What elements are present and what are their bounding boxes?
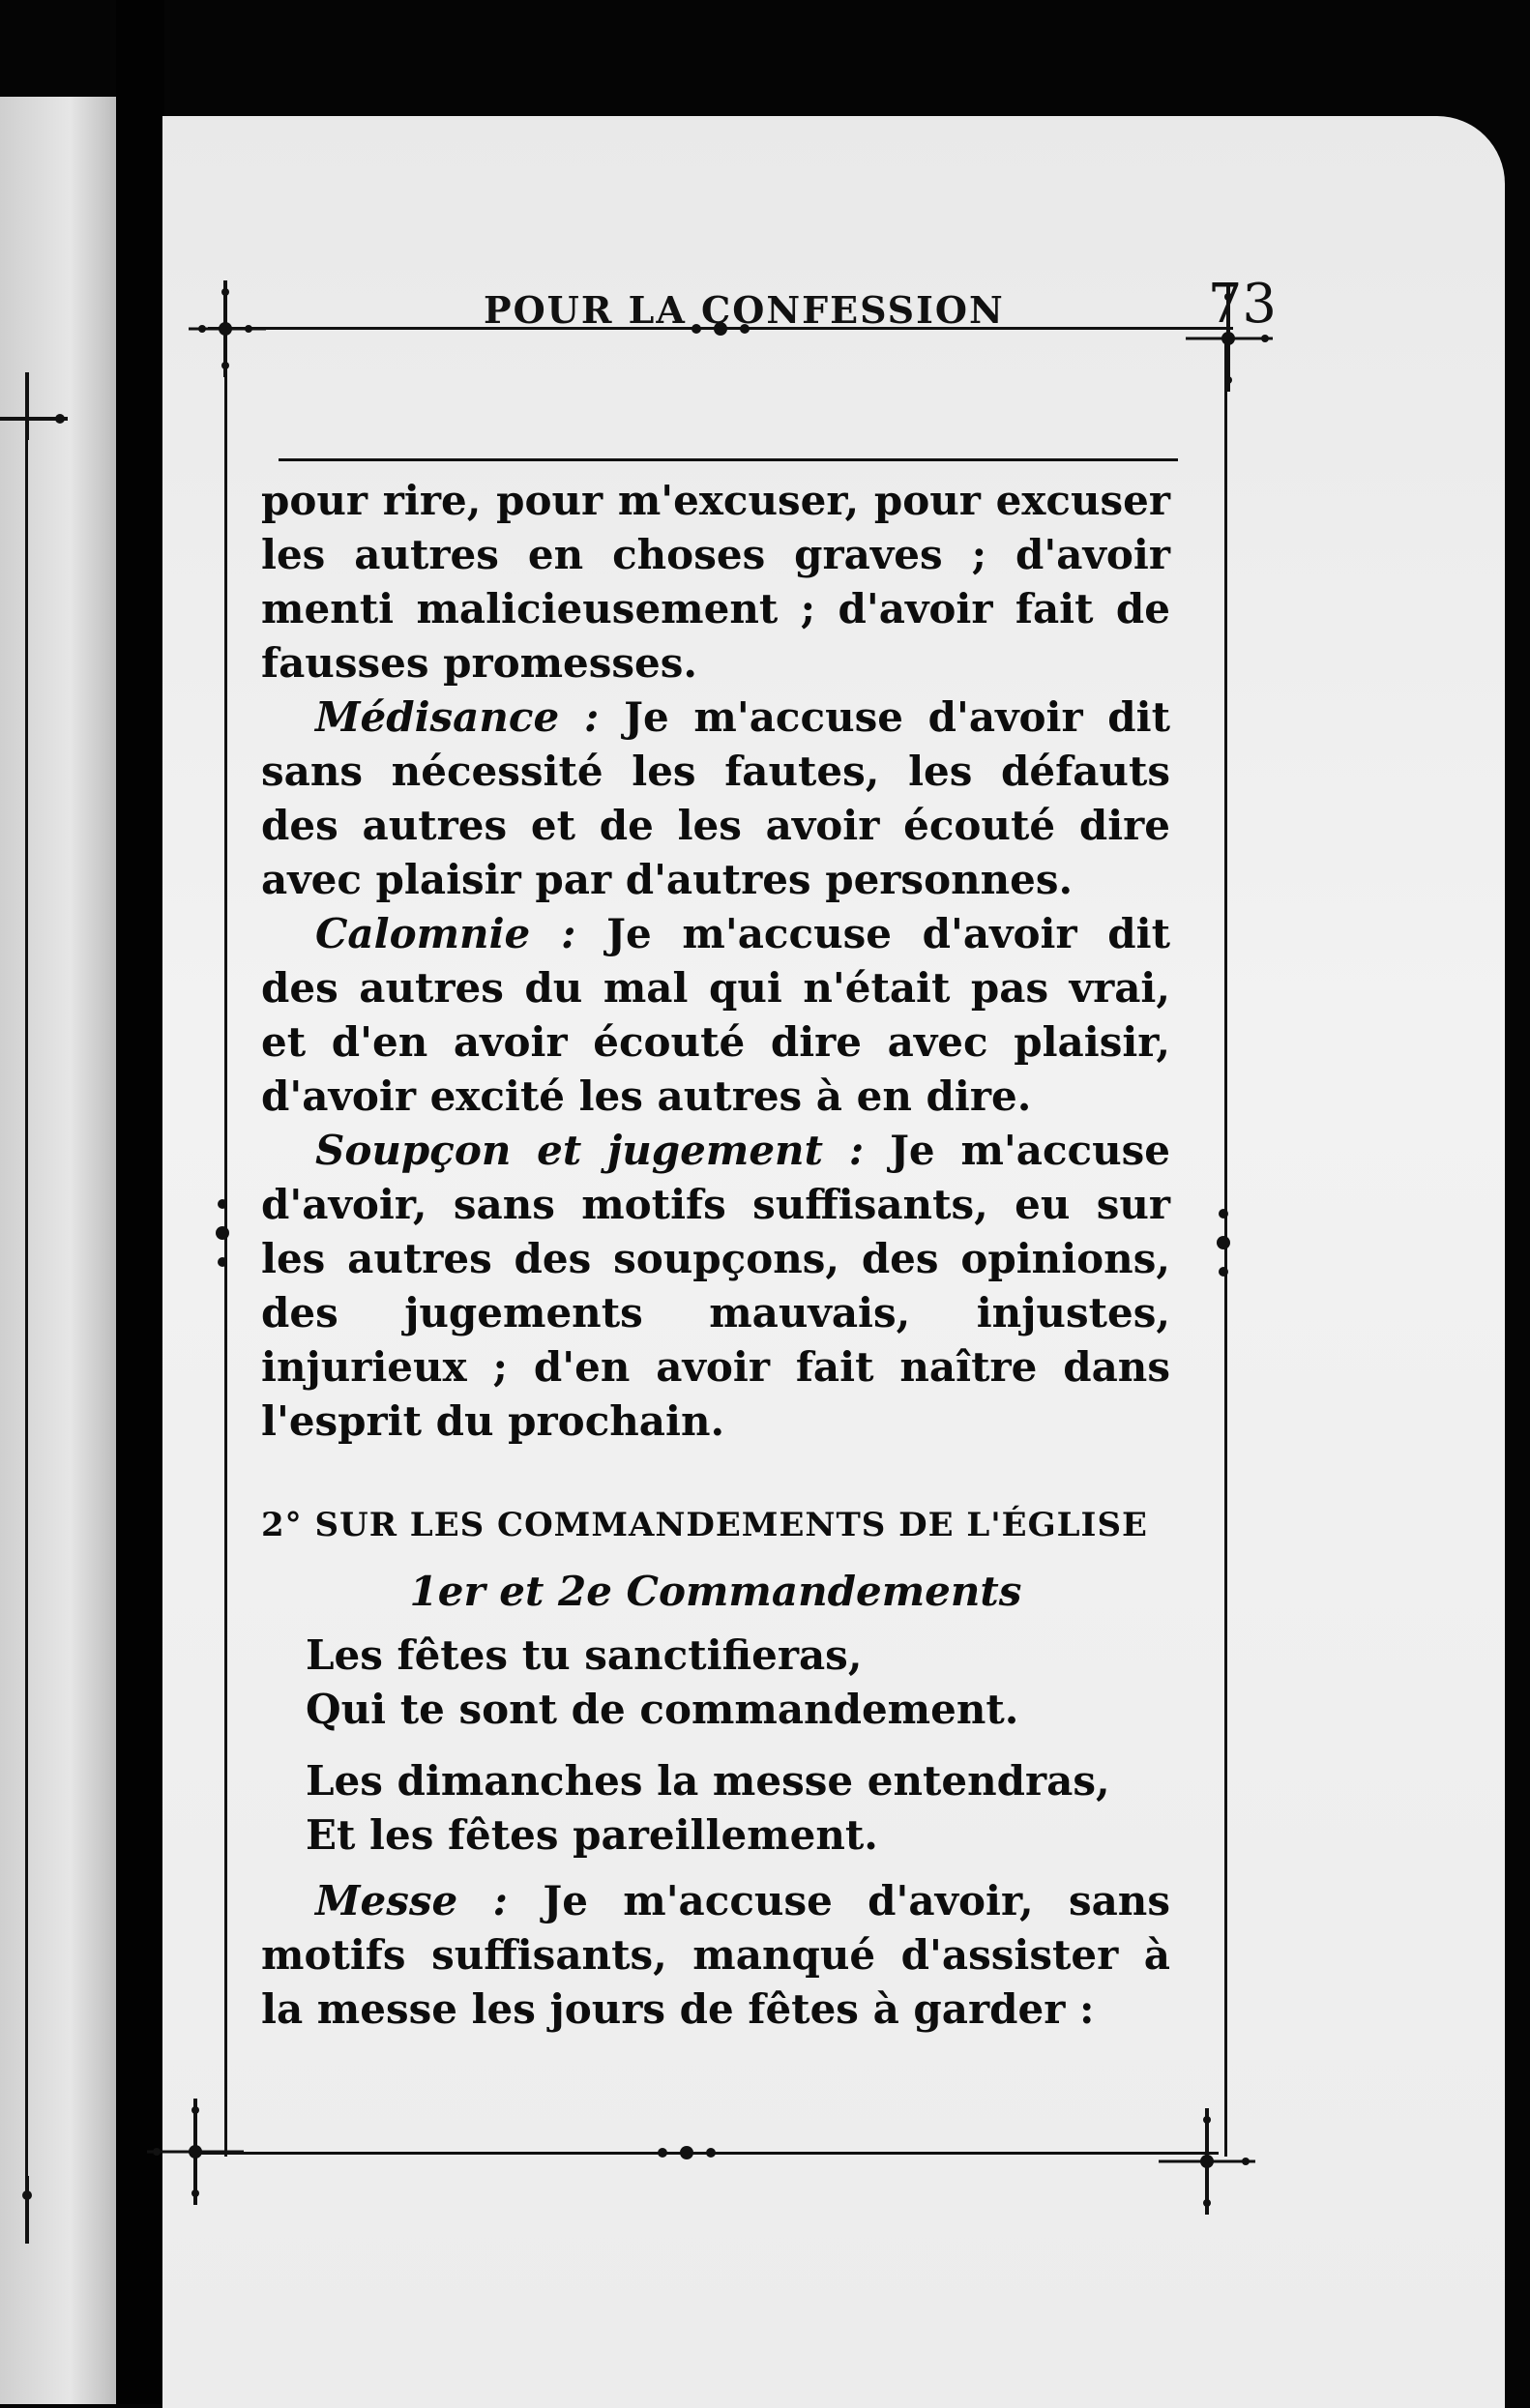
term-messe: Messe : [315, 1877, 509, 1924]
subsection-heading: 1er et 2e Commandements [409, 1568, 1022, 1615]
adjacent-corner-ornament-top [0, 372, 68, 440]
adjacent-page-edge [0, 97, 116, 2404]
paragraph-medisance: Médisance : Je m'accuse d'avoir dit sans nécessité les fautes, les défauts des autres et de les avoir écouté dire avec plaisir par d'autres personnes. [261, 693, 1171, 903]
verse-line: Les fêtes tu sanctifieras, [306, 1631, 863, 1679]
page-number: 73 [1207, 273, 1277, 336]
paragraph-messe: Messe : Je m'accuse d'avoir, sans motifs suffisants, manqué d'assister à la messe les jours de fêtes à garder : [261, 1877, 1170, 2033]
section-heading: 2° SUR LES COMMANDEMENTS DE L'ÉGLISE [261, 1506, 1148, 1544]
paragraph-continuation: pour rire, pour m'excuser, pour excuser les autres en choses graves ; d'avoir menti malicieusement ; d'avoir fait de fausses promesses. [261, 477, 1170, 687]
running-title: POUR LA CONFESSION [484, 288, 1005, 332]
paragraph-calomnie: Calomnie : Je m'accuse d'avoir dit des autres du mal qui n'était pas vrai, et d'en avoir écouté dire avec plaisir, d'avoir excité les autres à en dire. [261, 910, 1171, 1120]
page-header [319, 273, 1277, 358]
term-calomnie: Calomnie : [315, 910, 576, 957]
rule-center-ornament-bottom [643, 2143, 730, 2162]
verse-line: Les dimanches la messe entendras, [306, 1757, 1110, 1805]
corner-ornament-bottom-right [1159, 2108, 1255, 2215]
adjacent-corner-ornament-bottom [0, 2176, 68, 2244]
paragraph-soupcon: Soupçon et jugement : Je m'accuse d'avoir, sans motifs suffisants, eu sur les autres des soupçons, des opinions, des jugements mauvais, injustes, injurieux ; d'en avoir fait naître dans l'esprit du prochain. [261, 1127, 1171, 1445]
term-medisance: Médisance : [315, 693, 600, 741]
adjacent-page-border [25, 416, 28, 2205]
side-ornament-right [1204, 1199, 1243, 1286]
corner-ornament-bottom-left [147, 2099, 244, 2205]
corner-ornament-top-left [189, 280, 266, 377]
page-body [261, 474, 1170, 2037]
book-gutter [116, 0, 164, 2404]
header-rule [279, 458, 1178, 461]
verse-line: Et les fêtes pareillement. [306, 1811, 878, 1859]
verse-line: Qui te sont de commandement. [306, 1686, 1019, 1733]
side-ornament-left [203, 1189, 242, 1277]
term-soupcon: Soupçon et jugement : [315, 1127, 865, 1174]
